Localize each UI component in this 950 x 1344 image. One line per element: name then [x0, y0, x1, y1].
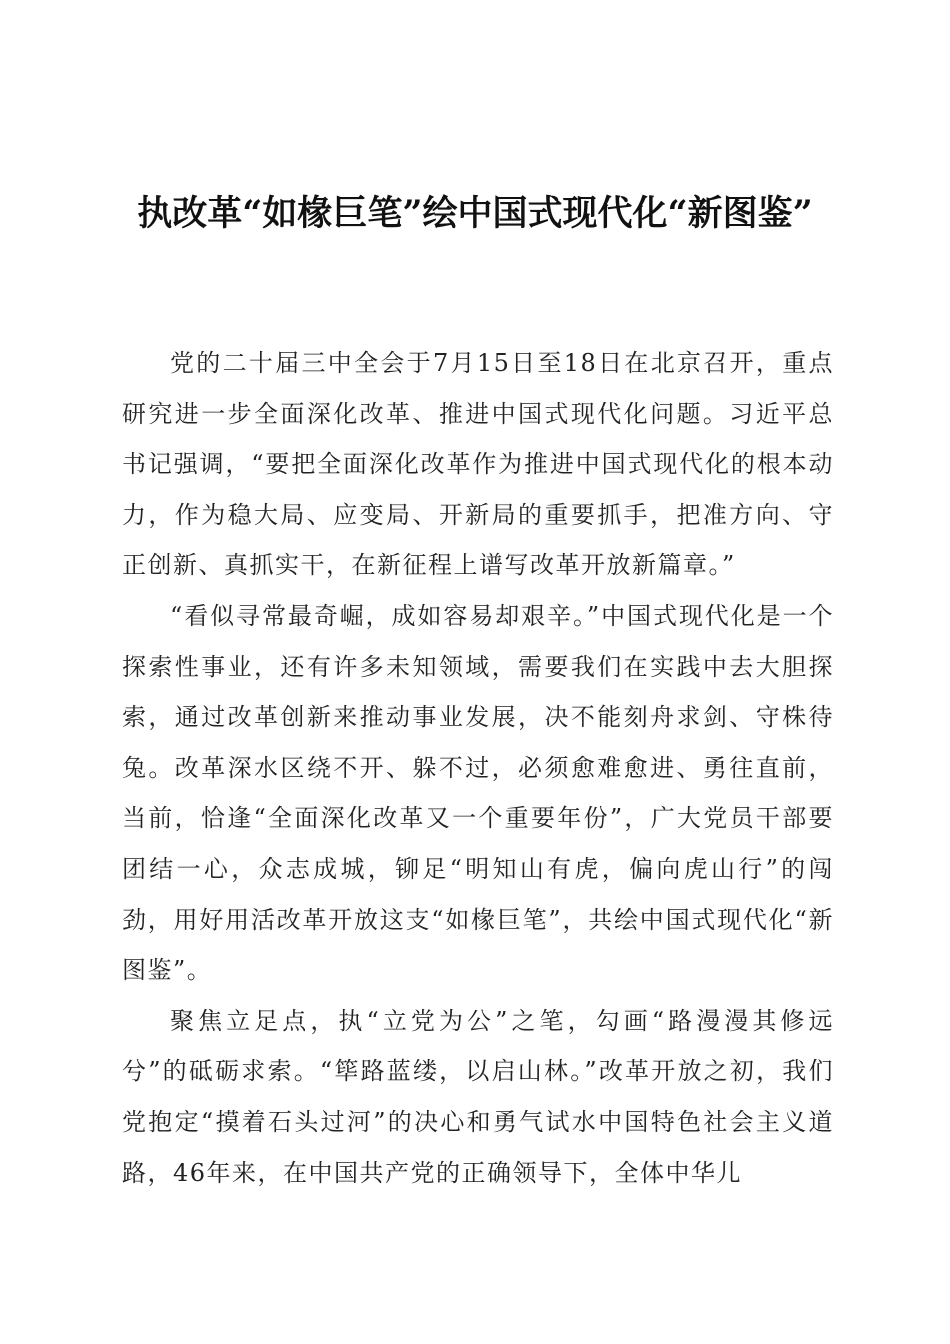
- document-body: [122, 338, 834, 1198]
- document-title: 执改革“如椽巨笔”绘中国式现代化“新图鉴”: [137, 193, 813, 234]
- paragraph: 聚焦立足点，执“立党为公”之笔，勾画“路漫漫其修远兮”的砥砺求索。“筚路蓝缕，以启山林。”改革开放之初，我们党抱定“摸着石头过河”的决心和勇气试水中国特色社会主义道路，46年来，在中国共产党的正确领导下，全体中华儿: [122, 1006, 834, 1187]
- paragraph: 党的二十届三中全会于7月15日至18日在北京召开，重点研究进一步全面深化改革、推进中国式现代化问题。习近平总书记强调，“要把全面深化改革作为推进中国式现代化的根本动力，作为稳大局、应变局、开新局的重要抓手，把准方向、守正创新、真抓实干，在新征程上谱写改革开放新篇章。”: [122, 349, 834, 580]
- paragraph: “看似寻常最奇崛，成如容易却艰辛。”中国式现代化是一个探索性事业，还有许多未知领域，需要我们在实践中去大胆探索，通过改革创新来推动事业发展，决不能刻舟求剑、守株待兔。改革深水区绕不开、躲不过，必须愈难愈进、勇往直前，当前，恰逢“全面深化改革又一个重要年份”，广大党员干部要团结一心，众志成城，铆足“明知山有虎，偏向虎山行”的闯劲，用好用活改革开放这支“如椽巨笔”，共绘中国式现代化“新图鉴”。: [122, 601, 834, 985]
